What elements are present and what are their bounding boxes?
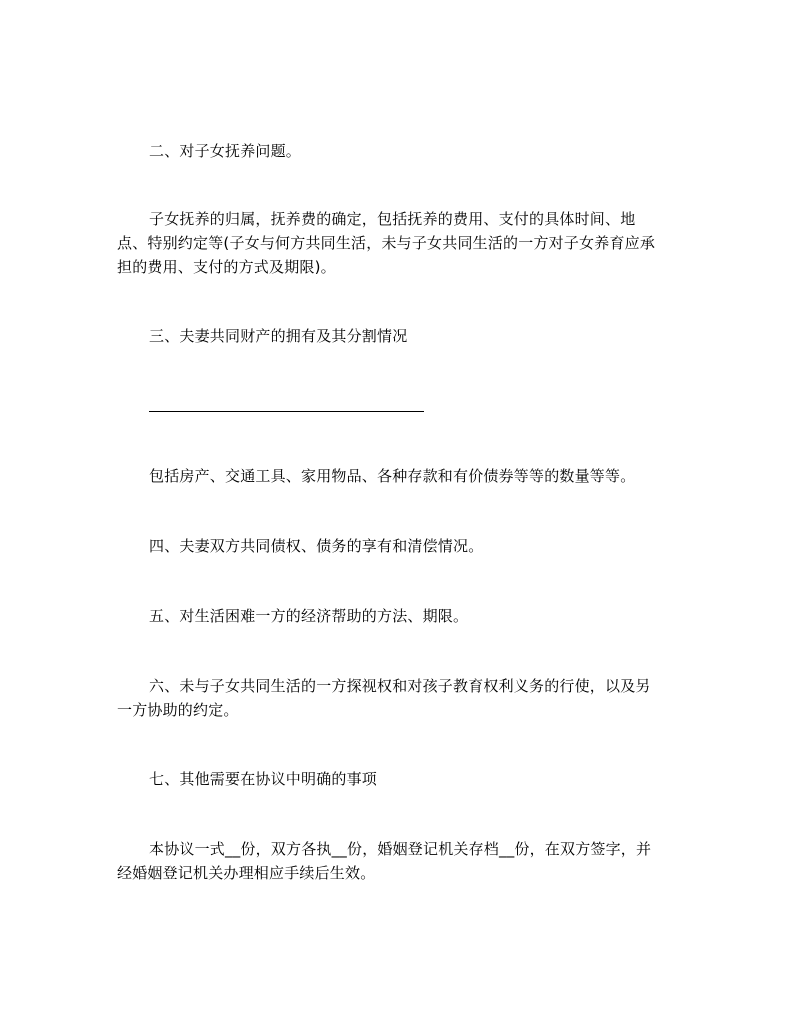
section-7-heading: 七、其他需要在协议中明确的事项 <box>149 770 378 788</box>
fill-in-blank-line <box>149 411 424 412</box>
section-2-paragraph-line-1: 子女抚养的归属，抚养费的确定，包括抚养的费用、支付的具体时间、地 <box>149 210 636 228</box>
closing-line-2: 经婚姻登记机关办理相应手续后生效。 <box>117 864 376 882</box>
section-3-heading: 三、夫妻共同财产的拥有及其分割情况 <box>149 327 408 345</box>
closing-line-1: 本协议一式__份，双方各执__份，婚姻登记机关存档__份，在双方签字，并 <box>149 840 652 858</box>
section-5-heading: 五、对生活困难一方的经济帮助的方法、期限。 <box>149 607 469 625</box>
section-6-line-1: 六、未与子女共同生活的一方探视权和对孩子教育权利义务的行使，以及另 <box>149 677 651 695</box>
section-3-detail: 包括房产、交通工具、家用物品、各种存款和有价债券等等的数量等等。 <box>149 467 636 485</box>
section-2-heading: 二、对子女抚养问题。 <box>149 142 302 160</box>
section-2-paragraph-line-2: 点、特别约定等(子女与何方共同生活，未与子女共同生活的一方对子女养育应承 <box>117 234 656 252</box>
section-6-line-2: 一方协助的约定。 <box>117 701 239 719</box>
section-4-heading: 四、夫妻双方共同债权、债务的享有和清偿情况。 <box>149 537 484 555</box>
section-2-paragraph-line-3: 担的费用、支付的方式及期限)。 <box>117 258 336 276</box>
